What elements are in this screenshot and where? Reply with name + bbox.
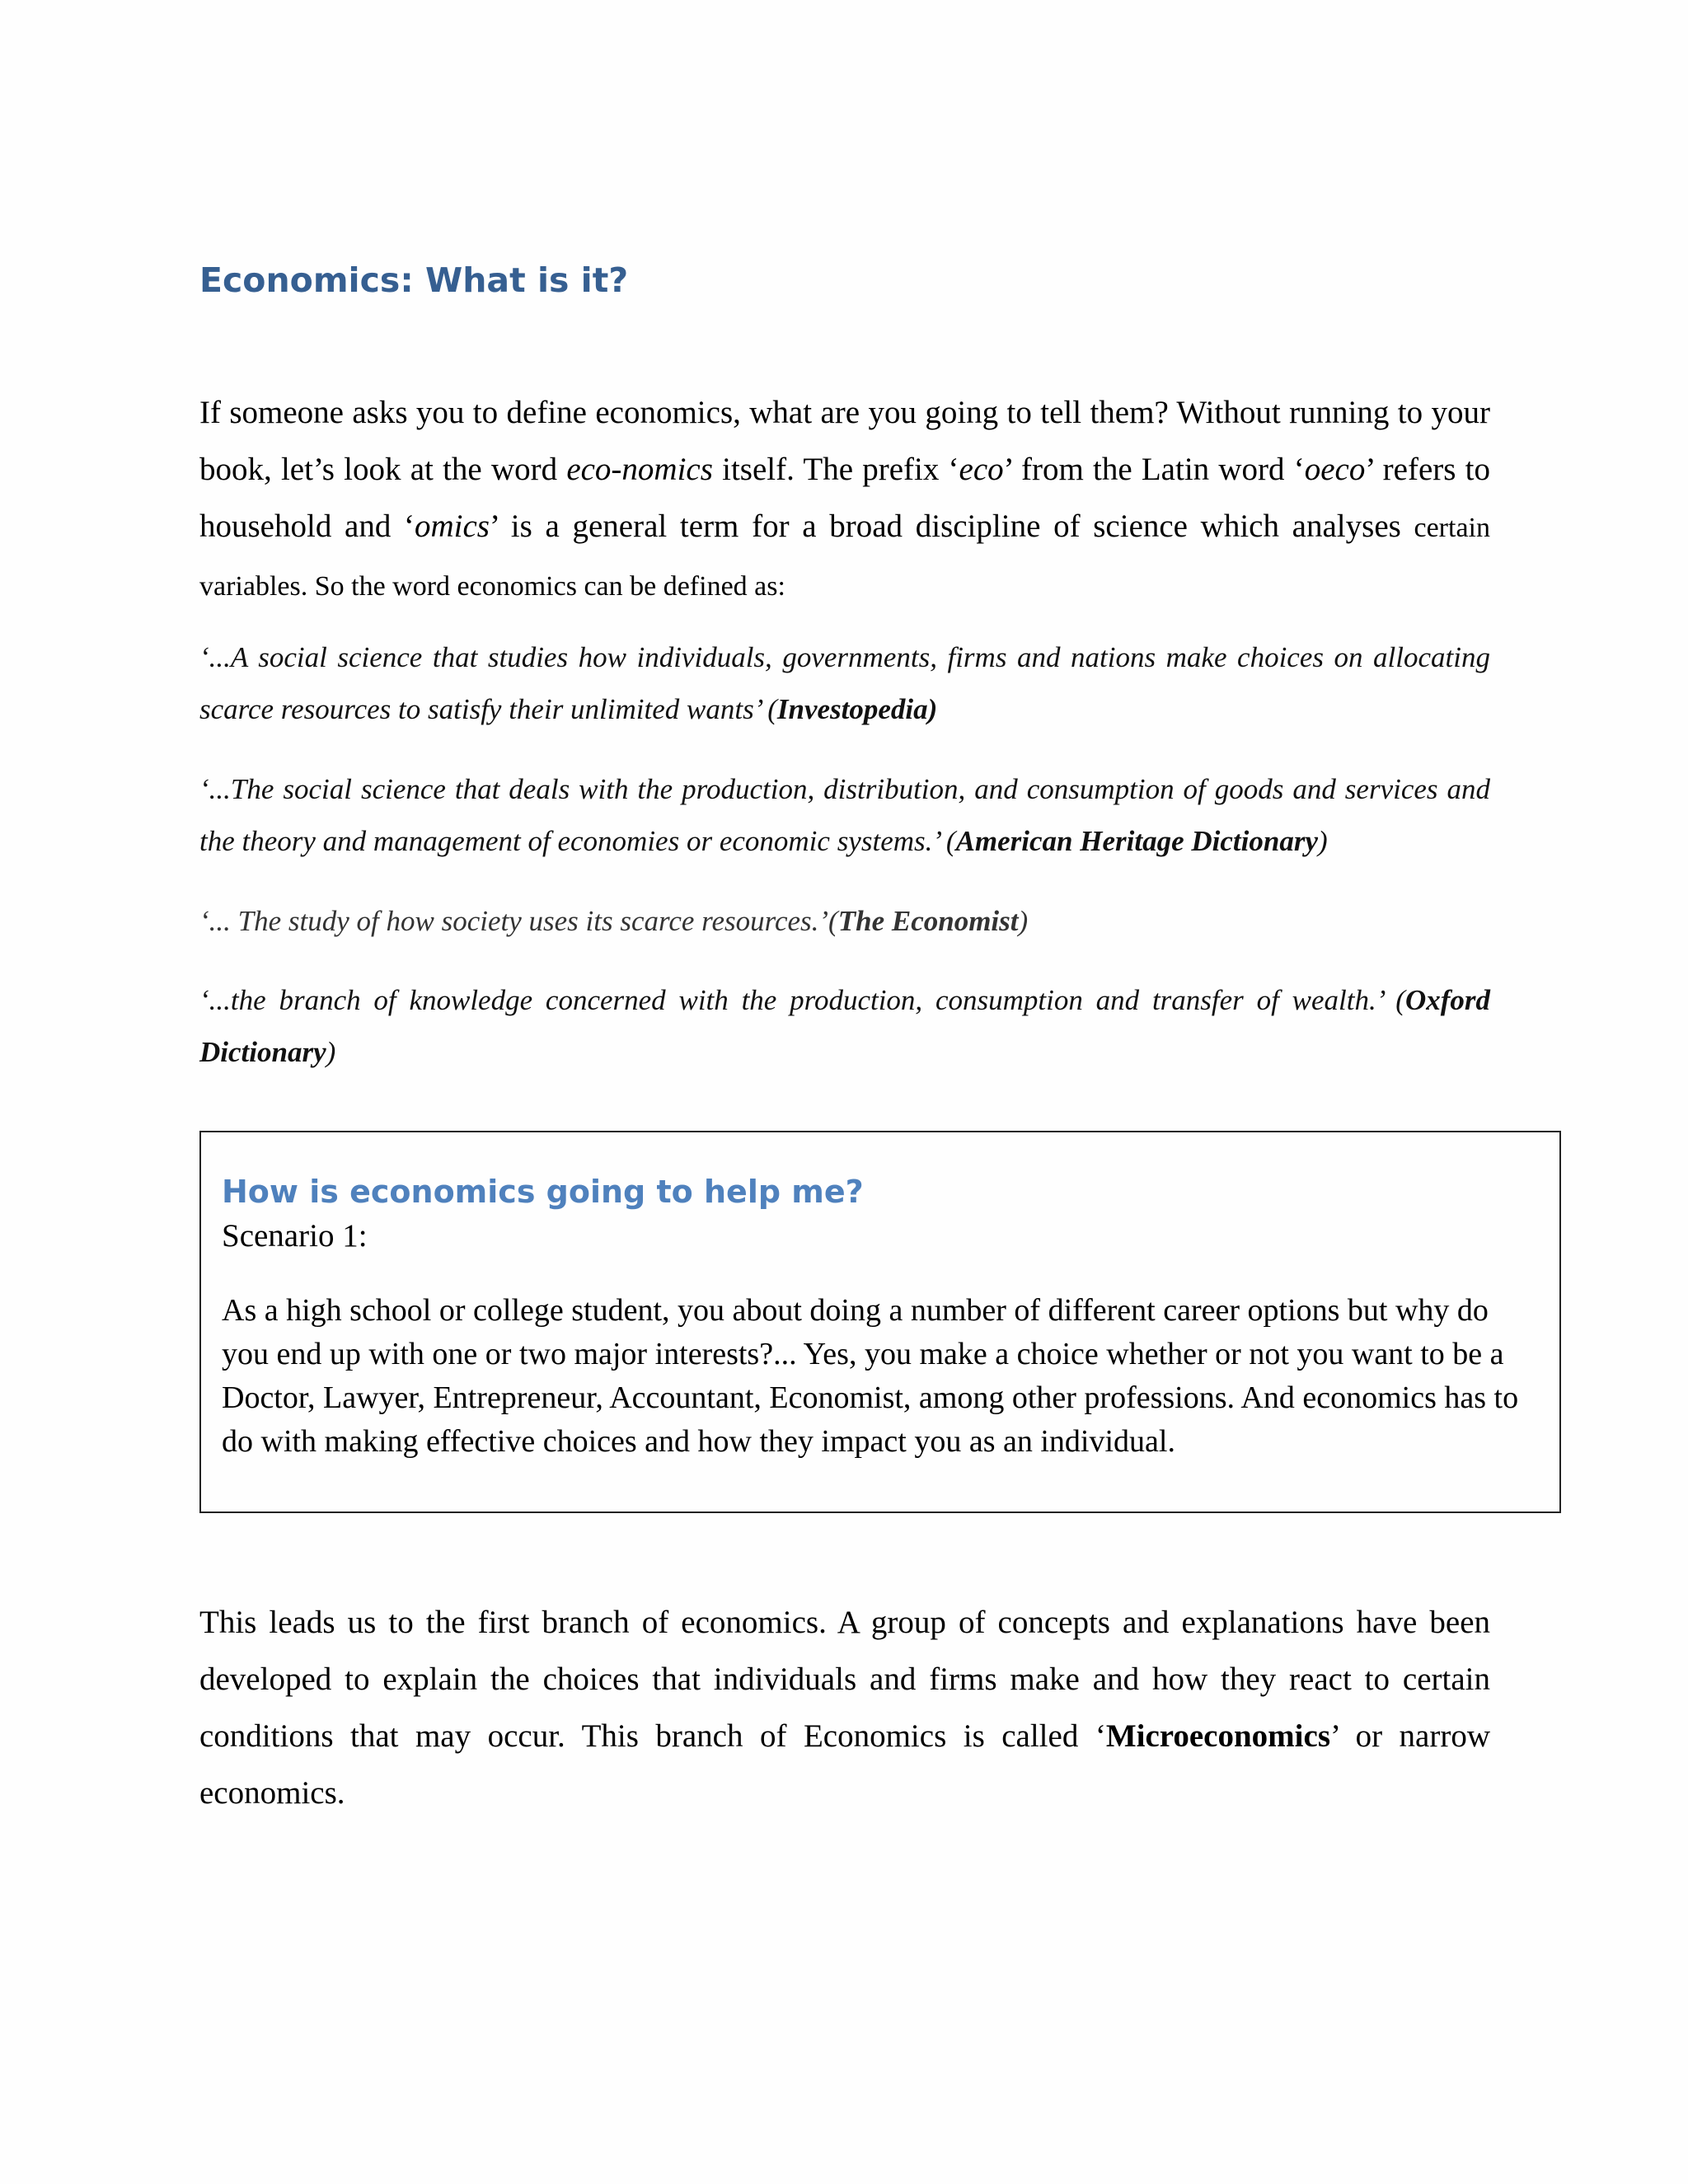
box-title: How is economics going to help me? (222, 1174, 864, 1210)
intro-paragraph (199, 384, 1490, 615)
closing-text: ’ or narrow economics. (199, 1718, 1491, 1811)
term-microeconomics: Microeconomics (1105, 1718, 1330, 1754)
quote-text: ‘... The study of how society uses its scarce resources.’( (199, 905, 838, 937)
definition-quote (199, 631, 1490, 735)
quote-close: ) (1317, 825, 1328, 857)
intro-text: ’ from the Latin word ‘ (1003, 452, 1305, 487)
quote-source: Investopedia (776, 693, 928, 725)
term-oeco: oeco (1304, 452, 1366, 487)
quote-close: ) (927, 693, 938, 725)
quote-close: ) (326, 1036, 336, 1068)
quote-source: Oxford Dictionary (199, 984, 1490, 1068)
definition-quote (199, 895, 1490, 947)
intro-text: If someone asks you to define economics, what are you going to tell them? Without running to your book, let’s look at the word (199, 395, 1490, 487)
term-eco-nomics: eco-nomics (566, 452, 713, 487)
intro-text: ’ refers to household and ‘ (199, 452, 1490, 544)
scenario-label: Scenario 1: (222, 1218, 368, 1254)
term-omics: omics (415, 509, 490, 544)
intro-text: itself. The prefix ‘ (712, 452, 959, 487)
definition-quote (199, 974, 1490, 1078)
closing-paragraph (199, 1594, 1490, 1821)
term-eco: eco (959, 452, 1004, 487)
quote-text: ‘...the branch of knowledge concerned with the production, consumption and transfer of wealth.’ ( (199, 984, 1405, 1016)
quote-source: American Heritage Dictionary (955, 825, 1318, 857)
quote-text: ‘...The social science that deals with the production, distribution, and consumption of goods and services and the theory and management of economies or economic systems.’ ( (199, 773, 1490, 857)
scenario-body: As a high school or college student, you about doing a number of different career options but why do you end up with one or two major interests?... Yes, you make a choice whether or not you want to be a Doctor, Lawyer, Entrepreneur, Accountant, Economist, among other professions. And economics has to do with making effective choices and how they impact you as an individual. (222, 1293, 1519, 1459)
quote-text: ‘...A social science that studies how individuals, governments, firms and nations make choices on allocating scarce resources to satisfy their unlimited wants’ ( (199, 641, 1490, 725)
intro-text: certain variables. So the word economics can be defined as: (199, 513, 1490, 602)
quote-source: The Economist (837, 905, 1019, 937)
page-title: Economics: What is it? (199, 260, 629, 300)
definition-quote (199, 763, 1490, 867)
scenario-box (199, 1131, 1561, 1513)
intro-text: ’ is a general term for a broad discipline of science which analyses (490, 509, 1414, 544)
closing-text: This leads us to the first branch of economics. A group of concepts and explanations have been developed to explain the choices that individuals and firms make and how they react to certain conditions that may occur. This branch of Economics is called ‘ (199, 1605, 1490, 1754)
quote-close: ) (1018, 905, 1029, 937)
